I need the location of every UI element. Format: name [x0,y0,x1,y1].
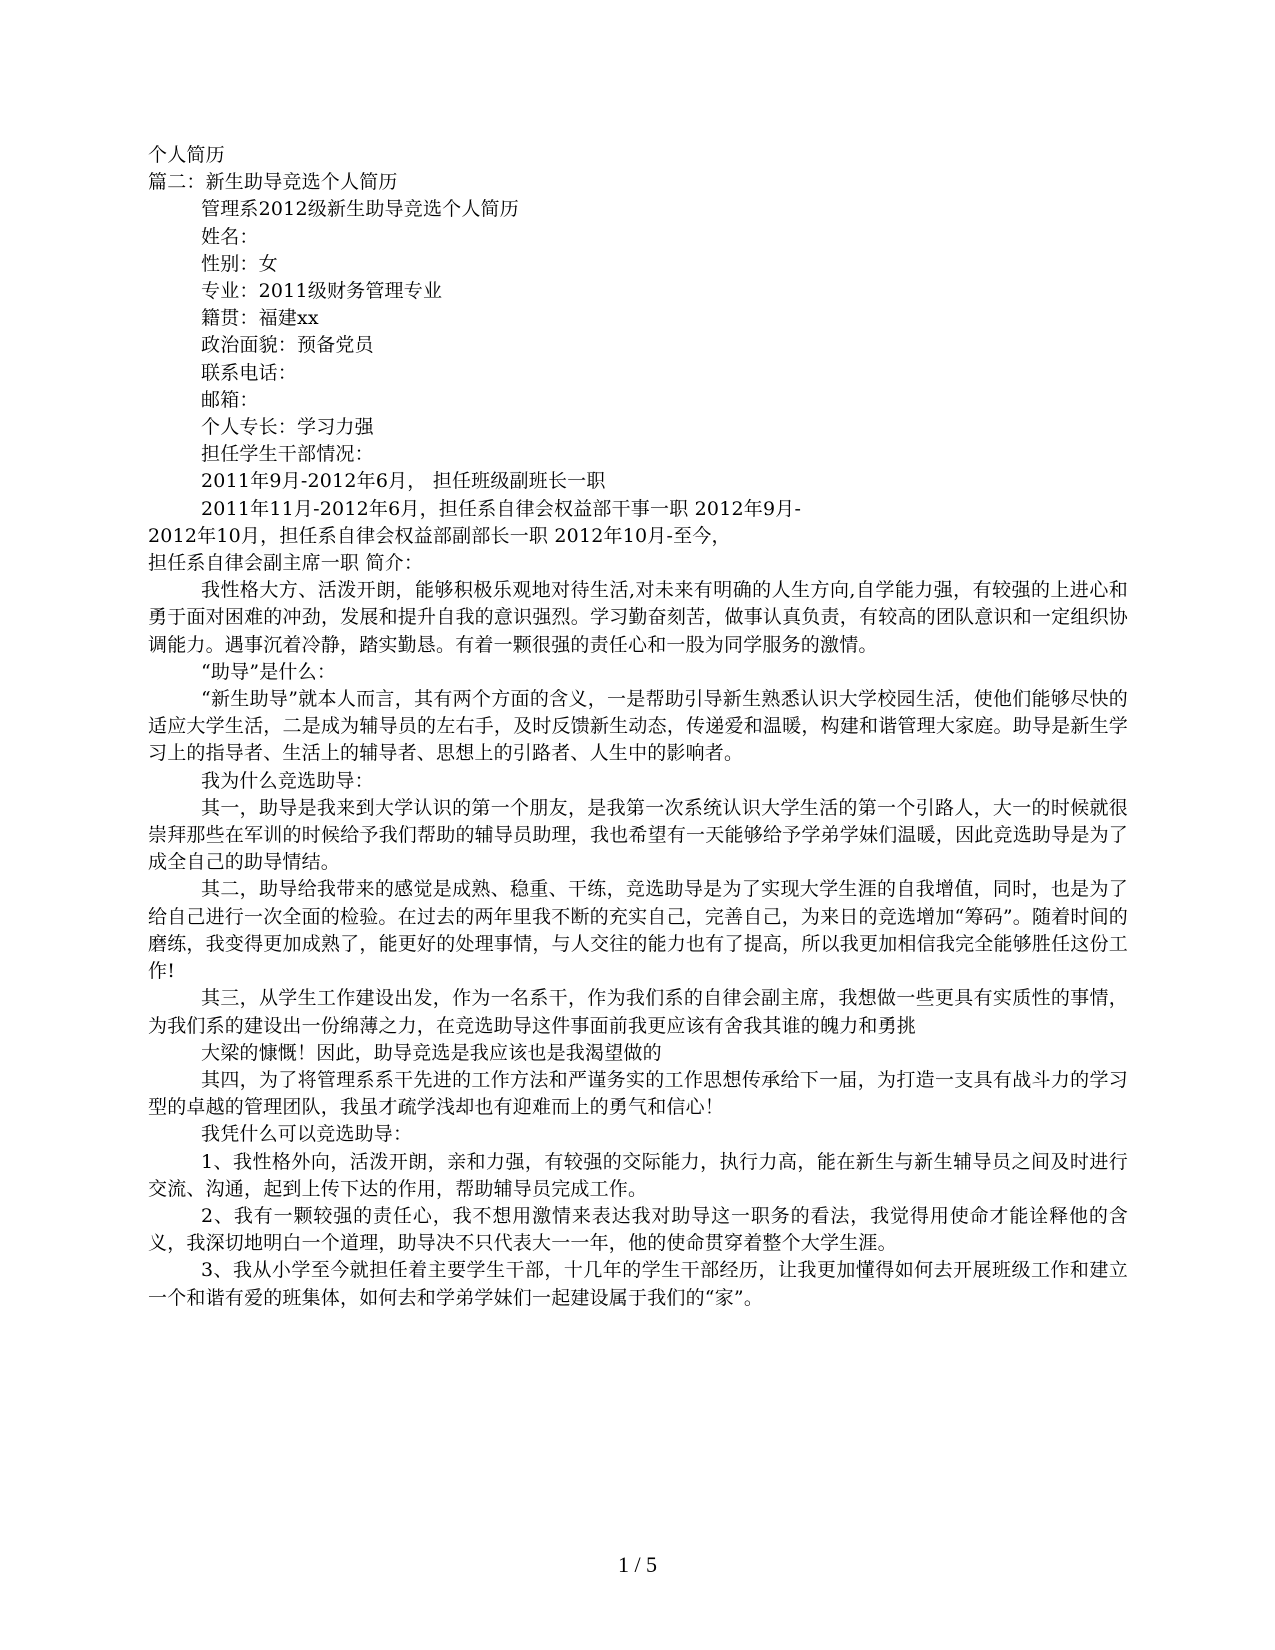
how-paragraph-1: 1、我性格外向，活泼开朗，亲和力强，有较强的交际能力，执行力高，能在新生与新生辅导员之间及时进行交流、沟通，起到上传下达的作用，帮助辅导员完成工作。 [148,1150,1128,1200]
field-specialty: 个人专长：学习力强 [201,416,374,439]
what-heading: “助导”是什么： [201,660,337,683]
why-paragraph-3: 其三，从学生工作建设出发，作为一名系干，作为我们系的自律会副主席，我想做一些更具有实质性的事情，为我们系的建设出一份绵薄之力，在竞选助导这件事面前我更应该有舍我其谁的魄力和勇挑 [148,987,1128,1037]
section-title: 篇二：新生助导竞选个人简历 [148,171,398,194]
cadre-line-2: 2011年11月-2012年6月，担任系自律会权益部干事一职 2012年9月- [201,497,802,520]
field-major: 专业：2011级财务管理专业 [201,280,443,303]
why-paragraph-3-cont: 大梁的慷慨！因此，助导竞选是我应该也是我渴望做的 [201,1041,662,1064]
field-cadre-experience: 担任学生干部情况： [201,443,374,466]
field-email: 邮箱： [201,388,259,411]
field-name: 姓名： [201,225,259,248]
resume-title: 管理系2012级新生助导竞选个人简历 [201,198,519,221]
why-paragraph-2: 其二，助导给我带来的感觉是成熟、稳重、干练，竞选助导是为了实现大学生涯的自我增值，同时，也是为了给自己进行一次全面的检验。在过去的两年里我不断的充实自己，完善自己，为来日的竞选增加“筹码”。随着时间的磨练，我变得更加成熟了，能更好的处理事情，与人交往的能力也有了提高，所以我更加相信我完全能够胜任这份工作! [148,878,1128,983]
cadre-line-1: 2011年9月-2012年6月， 担任班级副班长一职 [201,470,606,493]
intro-paragraph: 我性格大方、活泼开朗，能够积极乐观地对待生活,对未来有明确的人生方向,自学能力强，有较强的上进心和勇于面对困难的冲劲，发展和提升自我的意识强烈。学习勤奋刻苦，做事认真负责，有较高的团队意识和一定组织协调能力。遇事沉着冷静，踏实勤恳。有着一颗很强的责任心和一股为同学服务的激情。 [148,579,1128,656]
why-paragraph-4: 其四，为了将管理系系干先进的工作方法和严谨务实的工作思想传承给下一届，为打造一支具有战斗力的学习型的卓越的管理团队，我虽才疏学浅却也有迎难而上的勇气和信心！ [148,1068,1128,1119]
doc-heading: 个人简历 [148,144,225,166]
field-hometown: 籍贯：福建xx [201,307,319,330]
cadre-line-3: 2012年10月，担任系自律会权益部副部长一职 2012年10月-至今， [148,524,731,547]
how-paragraph-3: 3、我从小学至今就担任着主要学生干部，十几年的学生干部经历，让我更加懂得如何去开展班级工作和建立一个和谐有爱的班集体，如何去和学弟学妹们一起建设属于我们的“家”。 [148,1259,1128,1309]
field-phone: 联系电话： [201,361,298,384]
what-paragraph: “新生助导”就本人而言，其有两个方面的含义，一是帮助引导新生熟悉认识大学校园生活，使他们能够尽快的适应大学生活，二是成为辅导员的左右手，及时反馈新生动态，传递爱和温暖，构建和谐管理大家庭。助导是新生学习上的指导者、生活上的辅导者、思想上的引路者、人生中的影响者。 [148,688,1128,765]
why-heading: 我为什么竞选助导： [201,769,374,792]
cadre-line-4: 担任系自律会副主席一职 简介： [148,552,424,575]
field-gender: 性别：女 [201,252,278,275]
document-body [148,142,1128,1312]
page-number: 1 / 5 [617,1552,658,1577]
how-paragraph-2: 2、我有一颗较强的责任心，我不想用激情来表达我对助导这一职务的看法，我觉得用使命才能诠释他的含义，我深切地明白一个道理，助导决不只代表大一一年，他的使命贯穿着整个大学生涯。 [148,1204,1128,1255]
how-heading: 我凭什么可以竞选助导： [201,1123,413,1146]
why-paragraph-1: 其一，助导是我来到大学认识的第一个朋友，是我第一次系统认识大学生活的第一个引路人，大一的时候就很崇拜那些在军训的时候给予我们帮助的辅导员助理，我也希望有一天能够给予学弟学妹们温暖，因此竞选助导是为了成全自己的助导情结。 [148,796,1128,874]
field-political-status: 政治面貌：预备党员 [201,334,374,357]
